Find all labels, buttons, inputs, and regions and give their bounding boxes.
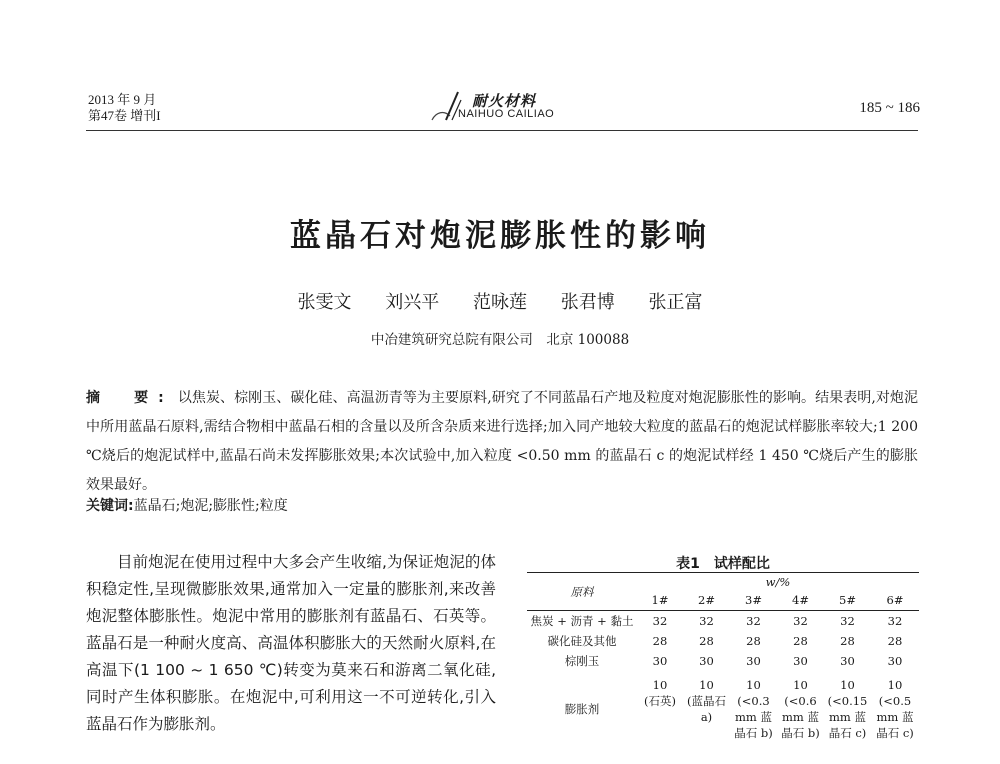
affiliation: 中冶建筑研究总院有限公司 北京 100088	[370, 332, 630, 348]
author: 张雯文	[297, 292, 352, 313]
keywords-label: 关键词:	[86, 498, 134, 514]
keywords	[86, 495, 288, 515]
journal-logo	[428, 90, 588, 126]
table-cell: 28	[793, 634, 808, 648]
cell-desc: (<0.15 mm 蓝晶石 c)	[827, 694, 868, 740]
table-cell: 32	[840, 614, 855, 628]
table-row	[527, 671, 919, 741]
table-cell: 28	[746, 634, 761, 648]
table-cell-material: 棕刚玉	[564, 654, 600, 668]
logo-english-name: NAIHUO CAILIAO	[458, 108, 555, 120]
page-range: 185 ~ 186	[859, 100, 920, 116]
cell-desc: (<0.3 mm 蓝晶石 b)	[734, 694, 773, 740]
cell-desc: (<0.5 mm 蓝晶石 c)	[876, 694, 914, 740]
table-cell: 28	[699, 634, 714, 648]
table-header-sample: 5#	[839, 593, 856, 608]
table-caption: 表1 试样配比	[676, 556, 770, 572]
table-cell: 32	[793, 614, 808, 628]
table-header-sample: 2#	[698, 593, 715, 608]
header-rule	[86, 130, 918, 131]
table-cell: 30	[887, 654, 903, 668]
cell-value: 10	[840, 678, 855, 692]
table-cell: 30	[840, 654, 855, 668]
table-cell: 32	[699, 614, 714, 628]
cell-value: 10	[746, 678, 761, 692]
author-list	[0, 288, 1000, 314]
table-header-sample: 6#	[886, 593, 904, 608]
table-cell-material: 碳化硅及其他	[547, 634, 617, 648]
abstract-label: 摘 要:	[86, 390, 174, 406]
table-cell	[730, 671, 777, 741]
issue-volume: 第47卷 增刊I	[88, 108, 161, 123]
keywords-text: 蓝晶石;炮泥;膨胀性;粒度	[133, 498, 288, 514]
cell-value: 10	[887, 678, 903, 692]
table-cell	[637, 671, 683, 741]
table-row	[527, 651, 919, 671]
cell-value: 10	[699, 678, 714, 692]
author: 刘兴平	[385, 292, 440, 313]
table-cell	[824, 671, 871, 741]
cell-value: 10	[793, 678, 808, 692]
author: 范咏莲	[473, 292, 527, 313]
paper-title: 蓝晶石对炮泥膨胀性的影响	[290, 218, 710, 254]
table-cell: 32	[887, 614, 903, 628]
cell-value: 10	[652, 678, 668, 692]
table-cell	[777, 671, 824, 741]
mix-proportion-table	[527, 572, 919, 741]
journal-issue-info	[88, 92, 161, 124]
cell-desc: (<0.6 mm 蓝晶石 b)	[781, 694, 820, 740]
table-header-unit: w/%	[765, 574, 791, 589]
table-cell: 28	[887, 634, 903, 648]
table-header-sample: 4#	[792, 593, 809, 608]
table-row	[527, 631, 919, 651]
table-cell: 28	[840, 634, 855, 648]
table-header-material: 原料	[527, 573, 637, 611]
table-cell: 32	[746, 614, 761, 628]
table-cell: 30	[652, 654, 668, 668]
issue-date: 2013 年 9 月	[88, 92, 157, 107]
table-row	[527, 611, 919, 632]
cell-desc: (石英)	[644, 694, 676, 708]
cell-desc: (蓝晶石 a)	[687, 694, 726, 724]
table-header-sample: 3#	[745, 593, 762, 608]
table-cell	[871, 671, 919, 741]
table-cell: 30	[793, 654, 808, 668]
author: 张正富	[648, 292, 703, 313]
table-cell: 28	[652, 634, 668, 648]
logo-chinese-name: 耐火材料	[472, 92, 537, 110]
table-cell-material: 焦炭 + 沥青 + 黏土	[530, 614, 634, 628]
abstract-text: 以焦炭、棕刚玉、碳化硅、高温沥青等为主要原料,研究了不同蓝晶石产地及粒度对炮泥膨胀性的影响。结果表明,对炮泥中所用蓝晶石原料,需结合物相中蓝晶石相的含量以及所含杂质来进行选择;加入同产地较大粒度的蓝晶石的炮泥试样膨胀率较大;1 200 ℃烧后的炮泥试样中,蓝晶石尚未发挥膨胀效果;本次试验中,加入粒度 <0.50 mm 的蓝晶石 c 的炮泥试样经 1 450 ℃烧后产生的膨胀效果最好。	[86, 390, 918, 493]
table-cell: 30	[699, 654, 714, 668]
table-cell-material: 膨胀剂	[564, 702, 600, 716]
table-cell	[683, 671, 730, 741]
table-header-sample: 1#	[651, 593, 669, 608]
table-cell: 30	[746, 654, 761, 668]
author: 张君博	[560, 292, 615, 313]
table-cell: 32	[652, 614, 668, 628]
intro-paragraph: 目前炮泥在使用过程中大多会产生收缩,为保证炮泥的体积稳定性,呈现微膨胀效果,通常加入一定量的膨胀剂,来改善炮泥整体膨胀性。炮泥中常用的膨胀剂有蓝晶石、石英等。蓝晶石是一种耐火度高、高温体积膨胀大的天然耐火原料,在高温下(1 100 ~ 1 650 ℃)转变为莫来石和游离二氧化硅,同时产生体积膨胀。在炮泥中,可利用这一不可逆转化,引入蓝晶石作为膨胀剂。	[86, 553, 496, 733]
abstract	[86, 384, 918, 500]
